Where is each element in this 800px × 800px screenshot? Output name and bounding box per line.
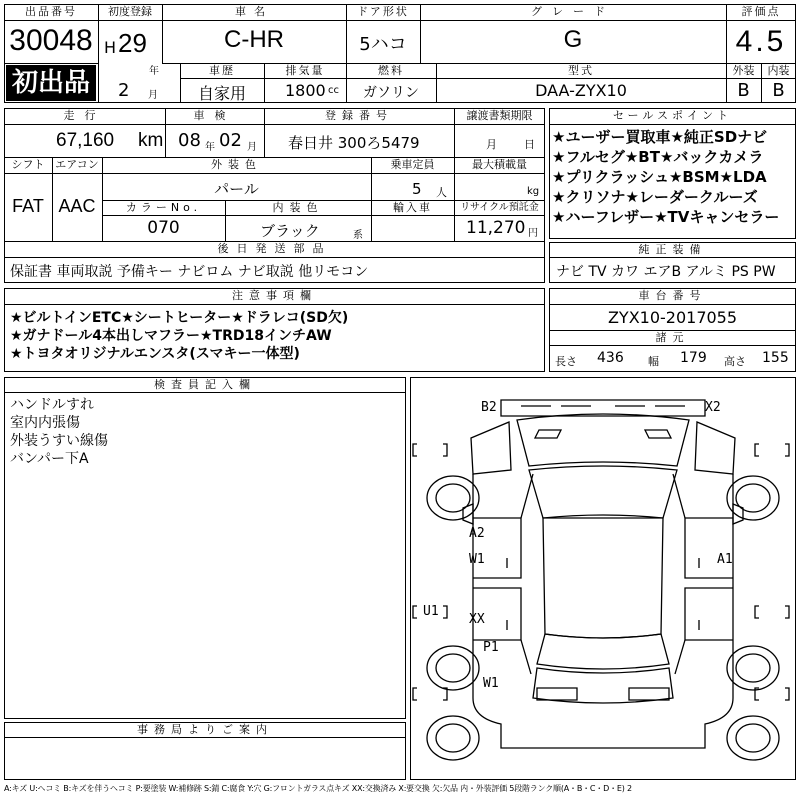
exterior-score-label: 外装: [732, 64, 755, 77]
sales-point: ★ハーフレザー★TVキャンセラー: [552, 208, 780, 226]
registration-month-unit: 月: [148, 90, 158, 101]
inspector-note: 外装うすい線傷: [10, 433, 108, 449]
history: 自家用: [197, 84, 246, 103]
history-label: 車歴: [209, 64, 235, 77]
fuel-label: 燃料: [378, 64, 404, 77]
registration-year-unit: 年: [149, 66, 159, 77]
sales-points-list: [552, 127, 796, 227]
damage-mark-a2: A2: [469, 526, 485, 541]
interior-color-label: 内装色: [272, 201, 324, 214]
damage-mark-xx: XX: [469, 612, 485, 627]
exterior-color: パール: [214, 180, 259, 198]
grade-label: グレード: [531, 5, 615, 18]
door-type-label: ドア形状: [357, 5, 409, 18]
max-load-label: 最大積載量: [472, 158, 527, 171]
recycle-label: リサイクル預託金: [460, 202, 539, 213]
max-load-unit: kg: [527, 186, 540, 197]
car-name: C-HR: [224, 26, 284, 53]
damage-mark-x2: X2: [705, 400, 721, 415]
equipment-label: 純正装備: [638, 243, 707, 256]
interior-score: B: [772, 80, 785, 101]
height-label: 高さ: [724, 355, 746, 368]
damage-mark-b2: B2: [481, 400, 497, 415]
exterior-color-label: 外装色: [211, 158, 262, 171]
inspection-month-unit: 月: [247, 142, 257, 153]
displacement: 1800: [285, 81, 326, 100]
length-label: 長さ: [555, 355, 577, 368]
plate-label: 登録番号: [325, 109, 393, 122]
height: 155: [762, 350, 789, 366]
equipment-item: エアB: [643, 264, 682, 280]
inspector-note: 室内内張傷: [10, 415, 80, 431]
equipment-item: TV: [588, 264, 607, 280]
width: 179: [680, 350, 707, 366]
transfer-day-unit: 日: [524, 138, 535, 151]
color-number-label: カラーNo.: [125, 201, 202, 214]
damage-mark-u1: U1: [423, 604, 439, 619]
damage-mark-p1: P1: [483, 640, 499, 655]
damage-mark-w1-rear: W1: [483, 676, 499, 691]
mileage-label: 走行: [63, 109, 106, 122]
era-mark: H: [104, 38, 117, 57]
first-registration-label: 初度登録: [108, 5, 152, 18]
equipment-list: [556, 261, 776, 281]
sales-point: ★フルセグ★BT★バックカメラ: [552, 148, 764, 166]
damage-diagram: [410, 377, 796, 780]
capacity-unit: 人: [436, 186, 447, 199]
equipment-item: アルミ: [685, 264, 728, 280]
recycle-fee: 11,270: [466, 218, 526, 238]
registration-year: 29: [118, 28, 147, 58]
sales-point: ★クリソナ★レーダークルーズ: [552, 188, 758, 206]
score-label: 評価点: [741, 5, 781, 18]
overall-score: 4.5: [735, 25, 787, 58]
inspector-note: バンパー下A: [10, 451, 89, 467]
inspection-year: 08: [178, 130, 201, 151]
door-type: 5ハコ: [359, 34, 407, 55]
car-name-label: 車名: [235, 5, 273, 18]
note-item: ★ガナドール4本出しマフラー★TRD18インチAW: [10, 328, 332, 344]
inspection-month: 02: [219, 130, 242, 151]
transfer-deadline-label: 譲渡書類期限: [466, 109, 533, 122]
capacity: 5: [412, 180, 422, 198]
inspector-notes: [10, 396, 108, 468]
chassis-number: ZYX10-2017055: [607, 308, 738, 327]
sales-point: ★ユーザー買取車★純正SDナビ: [552, 128, 768, 146]
chassis-number-label: 車台番号: [638, 289, 707, 302]
displacement-label: 排気量: [285, 64, 325, 77]
exterior-score: B: [737, 80, 750, 101]
sales-points-label: セールスポイント: [612, 109, 732, 122]
equipment-item: PS: [731, 264, 749, 280]
damage-mark-w1-left: W1: [469, 552, 485, 567]
color-number: 070: [147, 218, 180, 238]
interior-score-label: 内装: [767, 64, 790, 77]
later-parts: 保証書 車両取説 予備キー ナビロム ナビ取説 他リモコン: [10, 264, 369, 280]
notes-label: 注意事項欄: [232, 289, 317, 302]
first-listing-badge: 初出品: [6, 65, 96, 101]
shift-label: シフト: [11, 158, 45, 171]
interior-color-unit: 系: [353, 230, 363, 241]
inspection-label: 車検: [193, 109, 236, 122]
registration-month: 2: [118, 80, 130, 101]
aircon-label: エアコン: [55, 158, 99, 171]
width-label: 幅: [648, 355, 659, 368]
shift: FAT: [12, 196, 44, 216]
model-code: DAA-ZYX10: [535, 81, 627, 100]
lot-number-label: 出品番号: [25, 5, 77, 18]
legend: A:キズ U:ヘコミ B:キズを伴うヘコミ P:要塗装 W:補修跡 S:錆 C:腐食 Y:穴 G:フロントガラス点キズ XX:交換済み X:要交換 欠:欠品 内・外装評価 5段階ランク順(A・B・C・D・E) 2: [4, 784, 632, 793]
mileage: 67,160: [56, 130, 115, 151]
note-item: ★ビルトインETC★シートヒーター★ドラレコ(SD欠): [10, 310, 349, 326]
mileage-unit: km: [138, 130, 164, 151]
lot-number: 30048: [9, 24, 93, 57]
dimensions-label: 諸元: [655, 331, 690, 344]
transfer-month-unit: 月: [486, 138, 497, 151]
equipment-item: カワ: [611, 264, 640, 280]
grade: G: [563, 26, 583, 53]
notes-list: [10, 309, 542, 363]
equipment-item: PW: [753, 264, 776, 280]
note-item: ★トヨタオリジナルエンスタ(スマキー一体型): [10, 346, 300, 362]
model-label: 型式: [568, 64, 594, 77]
equipment-item: ナビ: [556, 264, 584, 280]
displacement-unit: cc: [328, 85, 339, 96]
plate-number: 春日井 300ろ5479: [288, 134, 420, 152]
fuel: ガソリン: [363, 85, 419, 101]
later-parts-label: 後日発送部品: [217, 242, 332, 255]
aircon: AAC: [58, 196, 96, 216]
recycle-unit: 円: [528, 228, 538, 239]
damage-mark-a1: A1: [717, 552, 733, 567]
capacity-label: 乗車定員: [390, 158, 435, 171]
inspector-note: ハンドルすれ: [10, 397, 94, 413]
inspector-label: 検査員記入欄: [154, 378, 256, 391]
inspection-year-unit: 年: [205, 142, 215, 153]
office-label: 事務局よりご案内: [137, 723, 273, 736]
length: 436: [597, 350, 624, 366]
sales-point: ★プリクラッシュ★BSM★LDA: [552, 168, 767, 186]
import-label: 輸入車: [393, 201, 432, 214]
interior-color: ブラック: [260, 222, 320, 240]
car-outline: [411, 378, 795, 779]
